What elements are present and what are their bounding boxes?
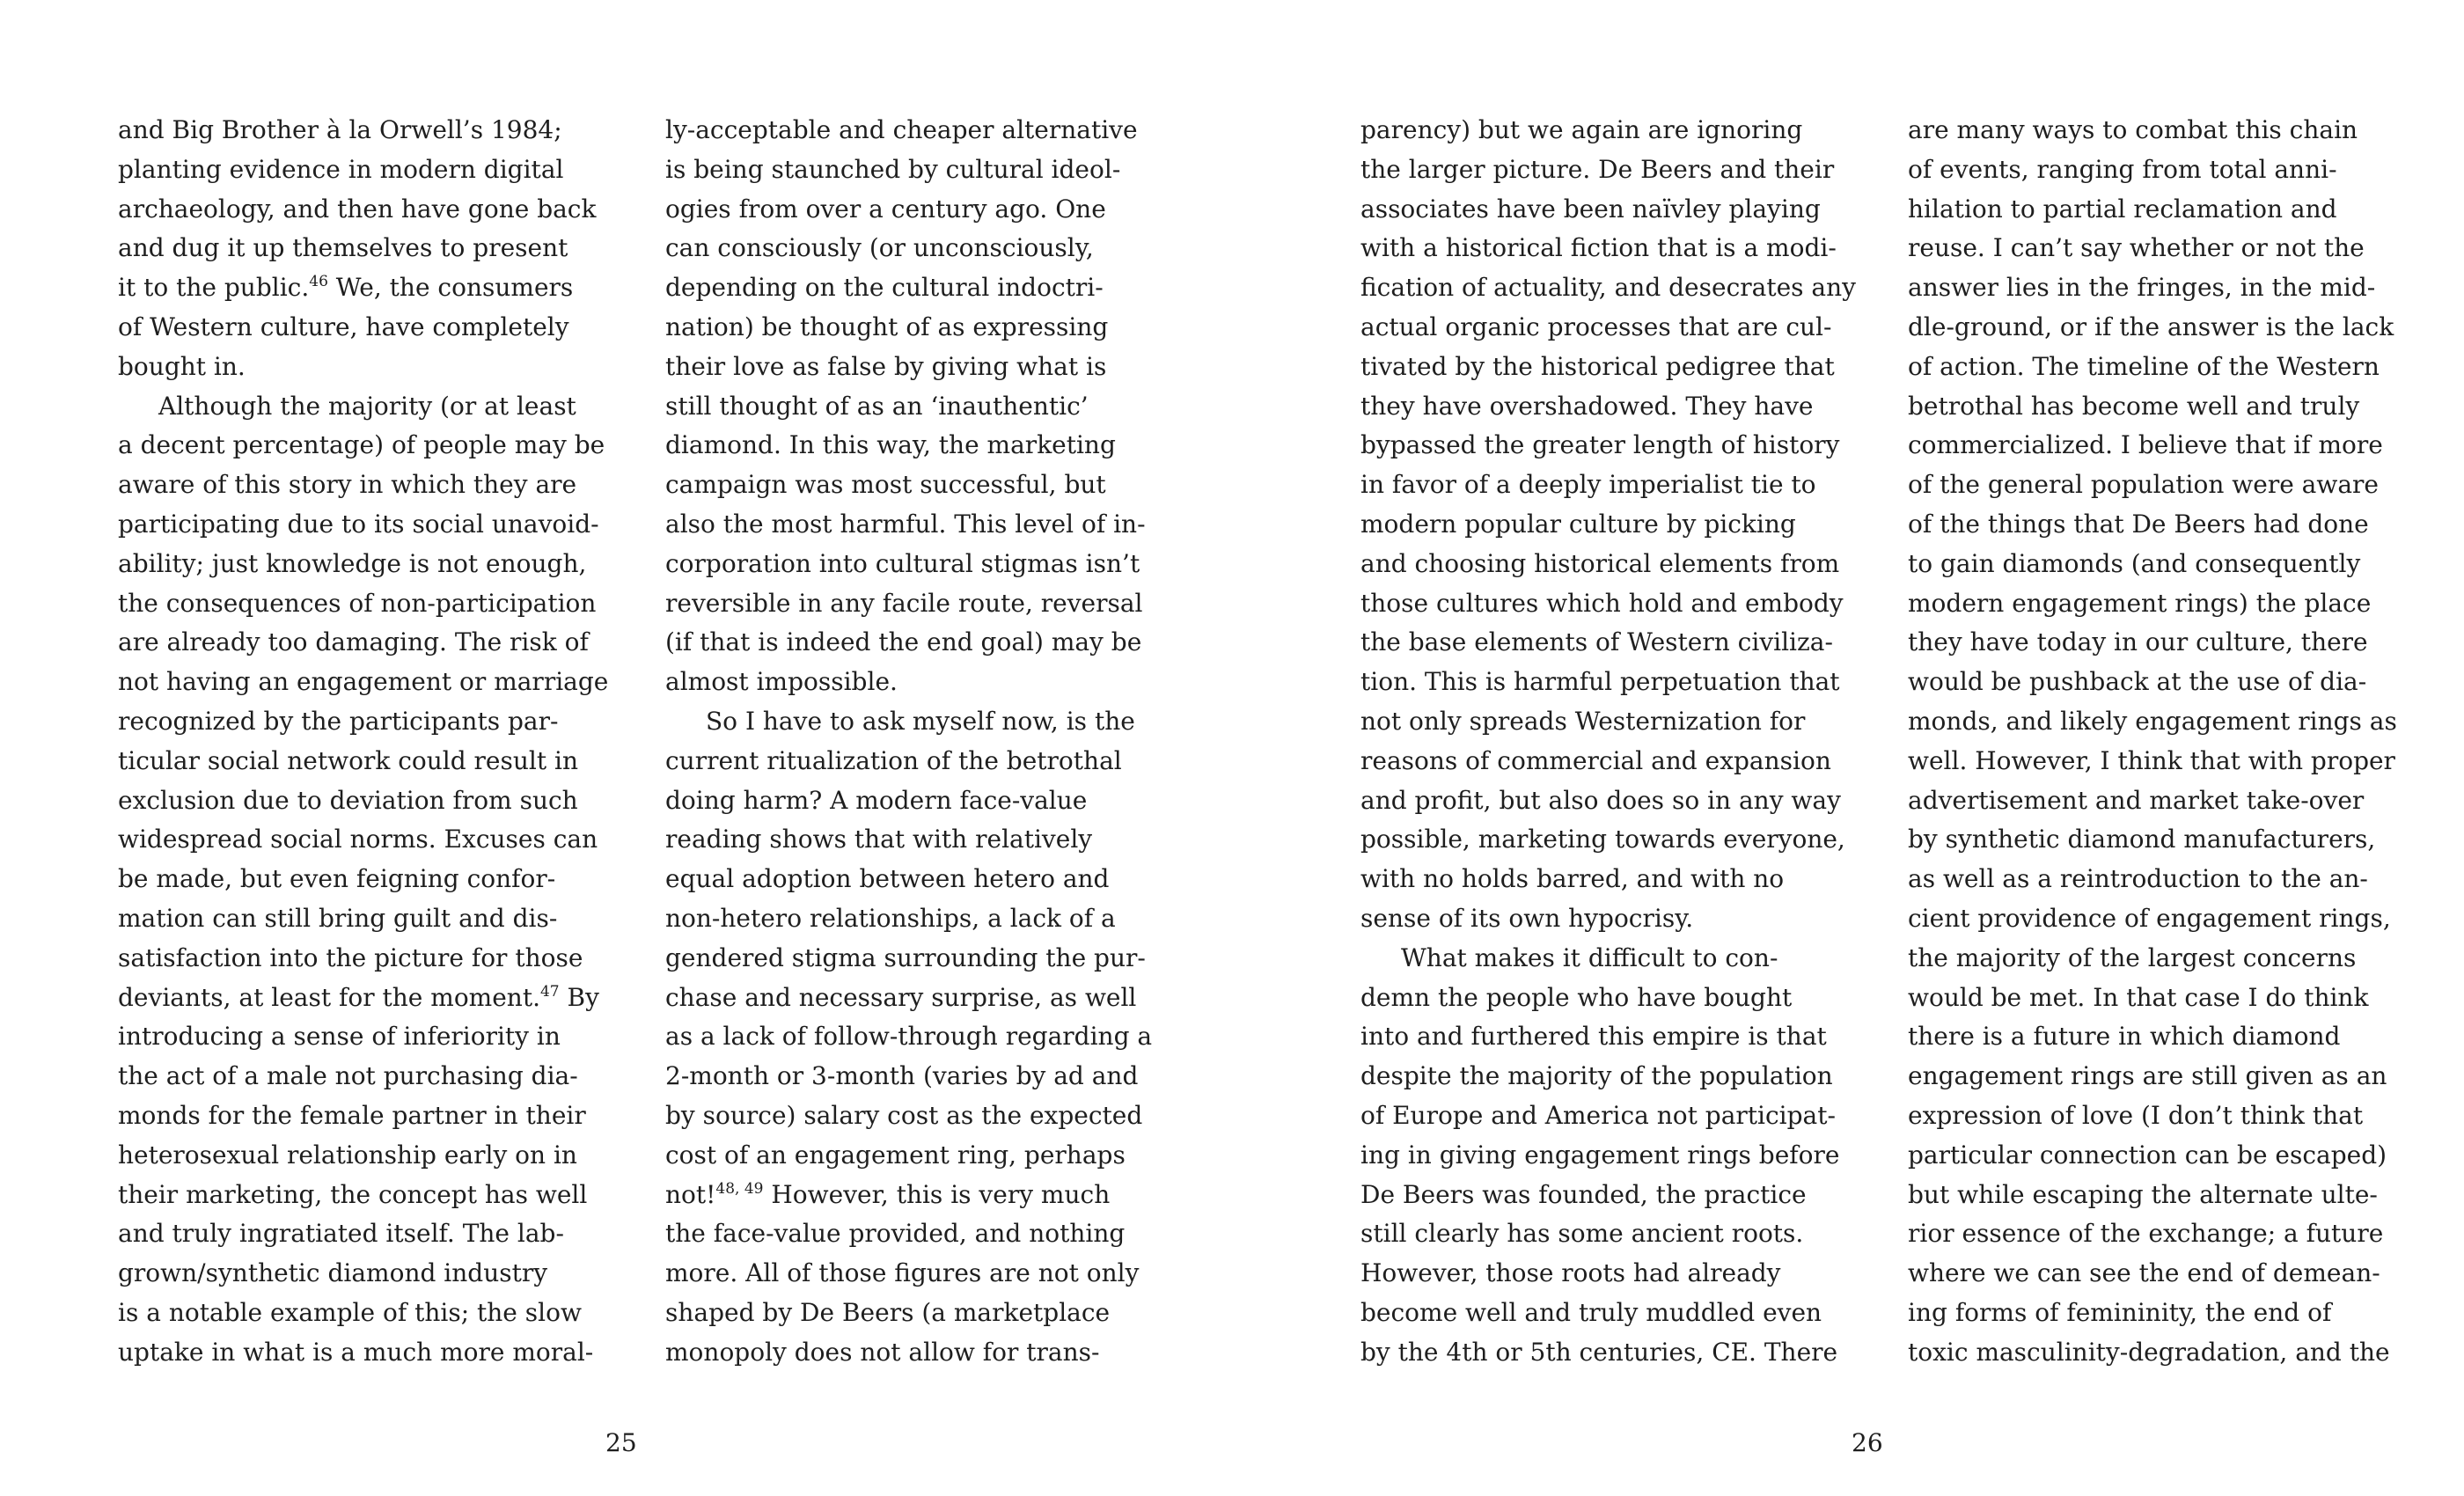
text-line: advertisement and market take-over [1908,785,2365,815]
text-line: it to the public.$^{46}$ We, the consumers [118,273,574,303]
text-line: monopoly does not allow for trans- [665,1337,1100,1367]
text-line: reasons of commercial and expansion [1360,745,1831,775]
text-line: sense of its own hypocrisy. [1360,903,1694,933]
text-line: commercialized. I believe that if more [1908,430,2383,460]
text-line: of the things that De Beers had done [1908,509,2369,539]
text-line: deviants, at least for the moment.$^{47}$ By [118,982,599,1012]
text-line: chase and necessary surprise, as well [665,982,1137,1012]
text-line: ticular social network could result in [118,745,579,775]
text-line: ogies from over a century ago. One [665,194,1106,224]
text-line: shaped by De Beers (a marketplace [665,1297,1111,1327]
text-line: parency) but we again are ignoring [1360,115,1803,144]
text-line: grown/synthetic diamond industry [118,1258,548,1288]
text-line: current ritualization of the betrothal [665,745,1122,775]
text-line: Although the majority (or at least [158,391,576,421]
text-line: by the 4th or 5th centuries, CE. There [1360,1337,1838,1367]
text-line: nation) be thought of as expressing [665,312,1109,341]
text-line: they have overshadowed. They have [1360,391,1814,421]
text-line: would be met. In that case I do think [1908,982,2369,1012]
text-line: but while escaping the alternate ulte- [1908,1179,2378,1209]
text-line: uptake in what is a much more moral- [118,1337,594,1367]
text-line: and choosing historical elements from [1360,548,1840,578]
text-line: reversible in any facile route, reversal [665,588,1143,618]
text-line: mation can still bring guilt and dis- [118,903,558,933]
text-line: actual organic processes that are cul- [1360,312,1832,341]
footnote-ref: 47 [539,982,560,1001]
text-line: possible, marketing towards everyone, [1360,825,1845,854]
text-column [665,111,1153,1373]
text-line: their marketing, the concept has well [118,1179,588,1209]
text-line: and truly ingratiated itself. The lab- [118,1219,564,1249]
text-line: modern engagement rings) the place [1908,588,2372,618]
text-line: particular connection can be escaped) [1908,1140,2387,1170]
text-column [1360,111,1856,1373]
text-line: (if that is indeed the end goal) may be [665,627,1142,657]
text-line: as a lack of follow-through regarding a [665,1022,1153,1052]
page-number: 25 [605,1428,637,1457]
text-line: reuse. I can’t say whether or not the [1908,233,2365,263]
text-line: of events, ranging from total anni- [1908,154,2337,184]
text-line: are many ways to combat this chain [1908,115,2358,144]
text-line: the face-value provided, and nothing [665,1219,1126,1249]
text-line: the base elements of Western civiliza- [1360,627,1833,657]
text-line: well. However, I think that with proper [1908,745,2395,775]
text-line: as well as a reintroduction to the an- [1908,864,2368,894]
text-line: gendered stigma surrounding the pur- [665,942,1146,972]
text-line: rior essence of the exchange; a future [1908,1219,2384,1249]
page-right [1232,0,2464,1496]
text-line: monds, and likely engagement rings as [1908,706,2397,736]
text-line: still thought of as an ‘inauthentic’ [665,391,1089,421]
text-line: What makes it difficult to con- [1401,942,1778,972]
text-line: with no holds barred, and with no [1360,864,1785,894]
text-line: answer lies in the fringes, in the mid- [1908,273,2376,303]
text-line: there is a future in which diamond [1908,1022,2341,1052]
text-line: recognized by the participants par- [118,706,559,736]
text-line: diamond. In this way, the marketing [665,430,1116,460]
text-line: their love as false by giving what is [665,351,1107,381]
text-line: modern popular culture by picking [1360,509,1796,539]
text-line: into and furthered this empire is that [1360,1022,1827,1052]
text-line: doing harm? A modern face-value [665,785,1088,815]
text-line: monds for the female partner in their [118,1100,586,1130]
text-line: expression of love (I don’t think that [1908,1100,2364,1130]
text-line: almost impossible. [665,667,898,697]
text-line: a decent percentage) of people may be [118,430,605,460]
text-line: of Europe and America not participat- [1360,1100,1836,1130]
text-line: still clearly has some ancient roots. [1360,1219,1804,1249]
text-line: cient providence of engagement rings, [1908,903,2391,933]
text-line: betrothal has become well and truly [1908,391,2360,421]
text-line: depending on the cultural indoctri- [665,273,1104,303]
text-line: planting evidence in modern digital [118,154,564,184]
text-line: the larger picture. De Beers and their [1360,154,1835,184]
text-line: be made, but even feigning confor- [118,864,556,894]
text-line: the majority of the largest concerns [1908,942,2357,972]
text-line: widespread social norms. Excuses can [118,825,598,854]
text-line: they have today in our culture, there [1908,627,2368,657]
text-line: demn the people who have bought [1360,982,1793,1012]
text-line: with a historical fiction that is a modi- [1360,233,1837,263]
text-line: those cultures which hold and embody [1360,588,1844,618]
text-line: the act of a male not purchasing dia- [118,1061,578,1091]
text-line: campaign was most successful, but [665,470,1106,500]
text-line: of action. The timeline of the Western [1908,351,2380,381]
text-column [1908,111,2397,1373]
text-line: De Beers was founded, the practice [1360,1179,1807,1209]
text-line: hilation to partial reclamation and [1908,194,2337,224]
text-line: fication of actuality, and desecrates any [1360,273,1856,303]
text-line: non-hetero relationships, a lack of a [665,903,1116,933]
text-line: introducing a sense of inferiority in [118,1022,561,1052]
text-line: corporation into cultural stigmas isn’t [665,548,1140,578]
text-line: equal adoption between hetero and [665,864,1110,894]
page-number: 26 [1852,1428,1883,1457]
text-line: the consequences of non-participation [118,588,597,618]
text-line: However, those roots had already [1360,1258,1781,1288]
text-line: tion. This is harmful perpetuation that [1360,667,1840,697]
text-line: reading shows that with relatively [665,825,1093,854]
text-line: can consciously (or unconsciously, [665,233,1094,263]
text-line: and dug it up themselves to present [118,233,568,263]
text-line: in favor of a deeply imperialist tie to [1360,470,1816,500]
text-line: associates have been naïvley playing [1360,194,1821,224]
text-line: become well and truly muddled even [1360,1297,1822,1327]
text-line: ing forms of femininity, the end of [1908,1297,2332,1327]
text-line: tivated by the historical pedigree that [1360,351,1835,381]
text-line: heterosexual relationship early on in [118,1140,577,1170]
text-column [118,111,609,1373]
text-line: despite the majority of the population [1360,1061,1833,1091]
text-line: cost of an engagement ring, perhaps [665,1140,1126,1170]
text-line: also the most harmful. This level of in- [665,509,1146,539]
text-line: is being staunched by cultural ideol- [665,154,1121,184]
paragraph [665,111,1153,1373]
text-line: toxic masculinity-degradation, and the [1908,1337,2390,1367]
text-line: So I have to ask myself now, is the [706,706,1135,736]
text-line: by source) salary cost as the expected [665,1100,1143,1130]
text-line: not only spreads Westernization for [1360,706,1806,736]
text-line: is a notable example of this; the slow [118,1297,582,1327]
text-line: not having an engagement or marriage [118,667,609,697]
text-line: satisfaction into the picture for those [118,942,583,972]
footnote-ref: 48, 49 [715,1179,764,1198]
text-line: and Big Brother à la Orwell’s 1984; [118,115,562,144]
text-line: would be pushback at the use of dia- [1908,667,2367,697]
text-line: ing in giving engagement rings before [1360,1140,1840,1170]
paragraph [1360,111,1856,1373]
text-line: of Western culture, have completely [118,312,569,341]
text-line: to gain diamonds (and consequently [1908,548,2361,578]
text-line: where we can see the end of demean- [1908,1258,2380,1288]
text-line: bypassed the greater length of history [1360,430,1840,460]
text-line: dle-ground, or if the answer is the lack [1908,312,2394,341]
text-line: ly-acceptable and cheaper alternative [665,115,1138,144]
text-line: exclusion due to deviation from such [118,785,578,815]
footnote-ref: 46 [309,273,328,291]
text-line: are already too damaging. The risk of [118,627,589,657]
text-line: bought in. [118,351,246,381]
text-line: of the general population were aware [1908,470,2379,500]
text-line: participating due to its social unavoid- [118,509,599,539]
text-line: aware of this story in which they are [118,470,577,500]
text-line: ability; just knowledge is not enough, [118,548,587,578]
paragraph [118,111,609,1373]
text-line: and profit, but also does so in any way [1360,785,1841,815]
paragraph [1908,111,2397,1373]
text-line: 2-month or 3-month (varies by ad and [665,1061,1139,1091]
text-line: engagement rings are still given as an [1908,1061,2387,1091]
text-line: more. All of those figures are not only [665,1258,1140,1288]
text-line: by synthetic diamond manufacturers, [1908,825,2376,854]
text-line: archaeology, and then have gone back [118,194,597,224]
text-line: not!$^{48, 49}$ However, this is very much [665,1179,1111,1209]
